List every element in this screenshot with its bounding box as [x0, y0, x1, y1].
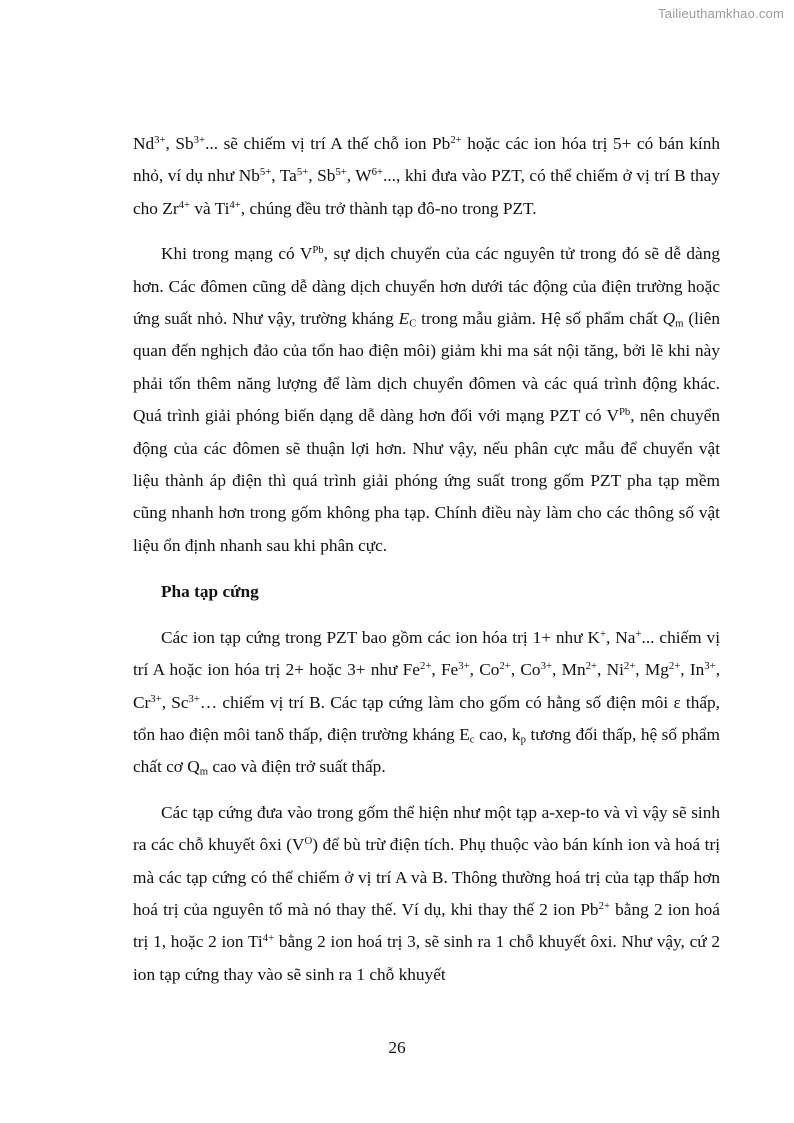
- supscript: +: [635, 627, 642, 640]
- supscript: 4+: [229, 198, 241, 211]
- supscript: O: [304, 835, 313, 848]
- paragraph-vpb-effect: Khi trong mạng có $V^{Pb}$, sự dịch chuyển của các nguyên tử trong đó sẽ dễ dàng hơn. Các đômen cũng dễ dàng dịch chuyển hơn dưới tác động của điện trường hoặc ứng suất nhỏ. Như vậy, trường kháng $E_C$ trong mẫu giảm. Hệ số phẩm chất $Q_m$ (liên quan đến nghịch đảo của tổn hao điện môi) giảm khi ma sát nội tăng, bởi lẽ khi này phải tốn thêm năng lượng để làm dịch chuyển đômen và các quá trình động khác. Quá trình giải phóng biến dạng dễ dàng hơn đối với mạng PZT có $V^{Pb}$, nên chuyển động của các đômen sẽ thuận lợi hơn. Như vậy, nếu phân cực mẫu để chuyển vật liệu thành áp điện thì quá trình giải phóng ứng suất trong gốm PZT pha tạp mềm cũng nhanh hơn trong gốm không pha tạp. Chính điều này làm cho các thông số vật liệu ổn định nhanh sau khi phân cực.: [133, 244, 720, 555]
- paragraph-hard-dopants: Các ion tạp cứng trong PZT bao gồm các ion hóa trị 1+ như K+, Na+... chiếm vị trí A hoặc ion hóa trị 2+ hoặc 3+ như $Fe^{2+}$, $Fe^{3+}$, $Co^{2+}$, $Co^{3+}$, $Mn^{2+}$, $Ni^{2+}$, $Mg^{2+}$, $In^{3+}$, $Cr^{3+}$, $Sc^{3+}\dots$ chiếm vị trí B. Các tạp cứng làm cho gốm có hằng số điện môi ε thấp, tổn hao điện môi tanδ thấp, điện trường kháng $E_c$ cao, $k_p$ tương đối thấp, hệ số phẩm chất cơ $Q_m$ cao và điện trở suất thấp.: [133, 627, 721, 778]
- supscript: 3+: [188, 692, 200, 705]
- supscript: 3+: [150, 692, 162, 705]
- supscript: 2+: [668, 660, 681, 673]
- supscript: 3+: [154, 134, 166, 147]
- supscript: Pb: [312, 244, 324, 257]
- supscript: 5+: [259, 166, 272, 179]
- page-number: 26: [388, 1038, 406, 1057]
- supscript: 4+: [262, 932, 275, 945]
- supscript: 2+: [499, 660, 511, 673]
- italic-symbol: Q: [662, 309, 676, 329]
- subscript: p: [520, 733, 526, 746]
- supscript: 5+: [335, 166, 347, 179]
- supscript: 2+: [419, 660, 432, 673]
- supscript: 5+: [296, 166, 309, 179]
- supscript: +: [599, 627, 607, 640]
- supscript: 2+: [450, 134, 462, 147]
- subscript: m: [675, 317, 684, 330]
- watermark: Tailieuthamkhao.com: [658, 6, 784, 21]
- supscript: 2+: [598, 900, 610, 913]
- supscript: 3+: [193, 134, 206, 147]
- supscript: 4+: [178, 198, 190, 211]
- section-heading: Pha tạp cứng: [161, 582, 259, 602]
- supscript: 2+: [585, 660, 597, 673]
- paragraph-continued: $Nd^{3+}$, $Sb^{3+}$... sẽ chiếm vị trí A thế chỗ ion $Pb^{2+}$ hoặc các ion hóa trị 5+ có bán kính nhỏ, ví dụ như $Nb^{5+}$, $Ta^{5+}$, $Sb^{5+}$, $W^{6+}$..., khi đưa vào PZT, có thể chiếm ở vị trí B thay cho $Zr^{4+}$ và $Ti^{4+}$, chúng đều trở thành tạp đô-no trong PZT.: [133, 134, 721, 218]
- supscript: 6+: [371, 166, 384, 179]
- supscript: 3+: [704, 660, 716, 673]
- subscript: C: [409, 317, 417, 330]
- paragraph-acceptor: Các tạp cứng đưa vào trong gốm thể hiện như một tạp a-xep-to và vì vậy sẽ sinh ra các chỗ khuyết ôxi $(V^O)$ để bù trừ điện tích. Phụ thuộc vào bán kính ion và hoá trị mà các tạp cứng có thể chiếm ở vị trí A và B. Thông thường hoá trị của tạp thấp hơn hoá trị của nguyên tố mà nó thay thế. Ví dụ, khi thay thế 2 ion $Pb^{2+}$ bằng 2 ion hoá trị 1, hoặc 2 ion $Ti^{4+}$ bằng 2 ion hoá trị 3, sẽ sinh ra 1 chỗ khuyết ôxi. Như vậy, cứ 2 ion tạp cứng thay vào sẽ sinh ra 1 chỗ khuyết: [133, 802, 721, 984]
- supscript: 3+: [458, 660, 470, 673]
- subscript: m: [199, 765, 209, 778]
- supscript: 3+: [540, 660, 552, 673]
- italic-symbol: E: [398, 309, 410, 329]
- document-body: [133, 128, 720, 991]
- subscript: c: [469, 733, 475, 746]
- supscript: 2+: [623, 660, 636, 673]
- supscript: Pb: [618, 406, 631, 419]
